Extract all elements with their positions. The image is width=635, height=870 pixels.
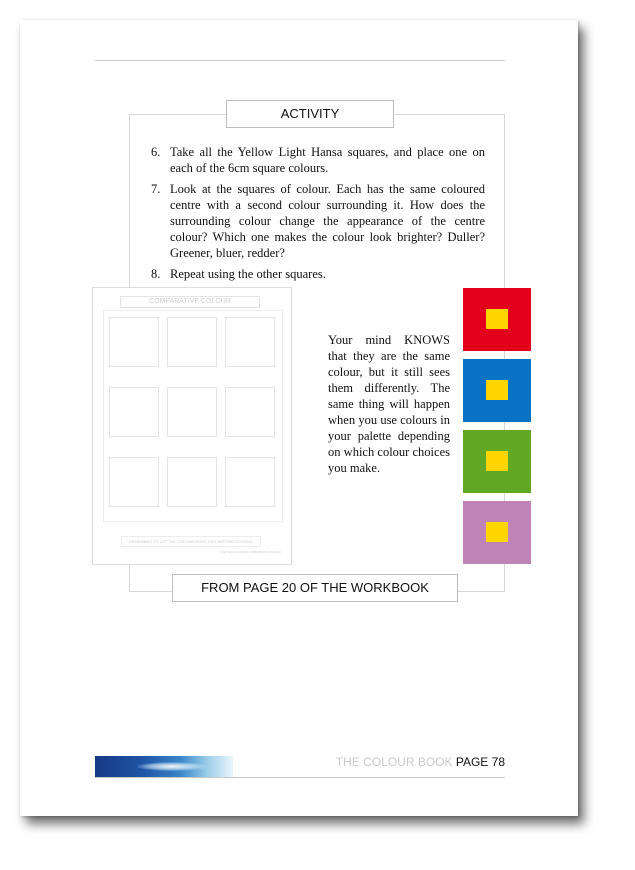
footer-divider	[95, 777, 505, 778]
yellow-centre-square	[486, 522, 508, 542]
red-swatch	[463, 288, 531, 351]
list-item	[151, 181, 485, 261]
yellow-centre-square	[486, 380, 508, 400]
footer-book-title: THE COLOUR BOOK	[335, 755, 453, 769]
step-number: 8.	[151, 267, 161, 281]
perception-note: Your mind KNOWS that they are the same colour, but it still sees them differently. The same thing will happen when you use colours in your palette depending on which colour choices you make.	[328, 333, 450, 475]
blue-swatch	[463, 359, 531, 422]
list-item	[151, 144, 485, 176]
yellow-centre-square	[486, 309, 508, 329]
footer-logo	[95, 756, 233, 777]
step-text: Repeat using the other squares.	[170, 267, 326, 281]
top-divider	[95, 60, 505, 61]
yellow-centre-square	[486, 451, 508, 471]
page-number: PAGE 78	[455, 755, 505, 769]
footer-running-title	[336, 755, 505, 769]
thumbnail-cell	[109, 317, 159, 367]
source-caption: FROM PAGE 20 OF THE WORKBOOK	[172, 574, 458, 602]
activity-title: ACTIVITY	[226, 100, 394, 128]
activity-steps	[151, 144, 485, 287]
step-number: 6.	[151, 145, 161, 159]
purple-swatch	[463, 501, 531, 564]
list-item	[151, 266, 485, 282]
thumbnail-cell	[225, 457, 275, 507]
splash-graphic	[137, 762, 207, 771]
thumbnail-title: COMPARATIVE COLOUR	[120, 296, 260, 308]
green-swatch	[463, 430, 531, 493]
thumbnail-cell	[225, 317, 275, 367]
thumbnail-cell	[225, 387, 275, 437]
thumbnail-cell	[167, 317, 217, 367]
workbook-page-thumbnail	[92, 287, 292, 565]
thumbnail-cell	[167, 387, 217, 437]
step-text: Look at the squares of colour. Each has the same coloured centre with a second colour surrounding it. How does the surrounding colour change the appearance of the centre colour? Which one makes the colour look brighter? Duller? Greener, bluer, redder?	[170, 182, 485, 260]
step-number: 7.	[151, 182, 161, 196]
document-page	[20, 20, 578, 816]
thumbnail-caption: REMEMBER TO LET THE COLOUR BOOK DRY BEFORE CLOSING	[121, 536, 261, 547]
thumbnail-cell	[109, 387, 159, 437]
thumbnail-cell	[109, 457, 159, 507]
thumbnail-grid	[103, 310, 283, 522]
thumbnail-cell	[167, 457, 217, 507]
thumbnail-footer: THE COLOUR BOOK WORKBOOK PAGE 20	[219, 550, 281, 554]
step-text: Take all the Yellow Light Hansa squares, and place one on each of the 6cm square colours.	[170, 145, 485, 175]
